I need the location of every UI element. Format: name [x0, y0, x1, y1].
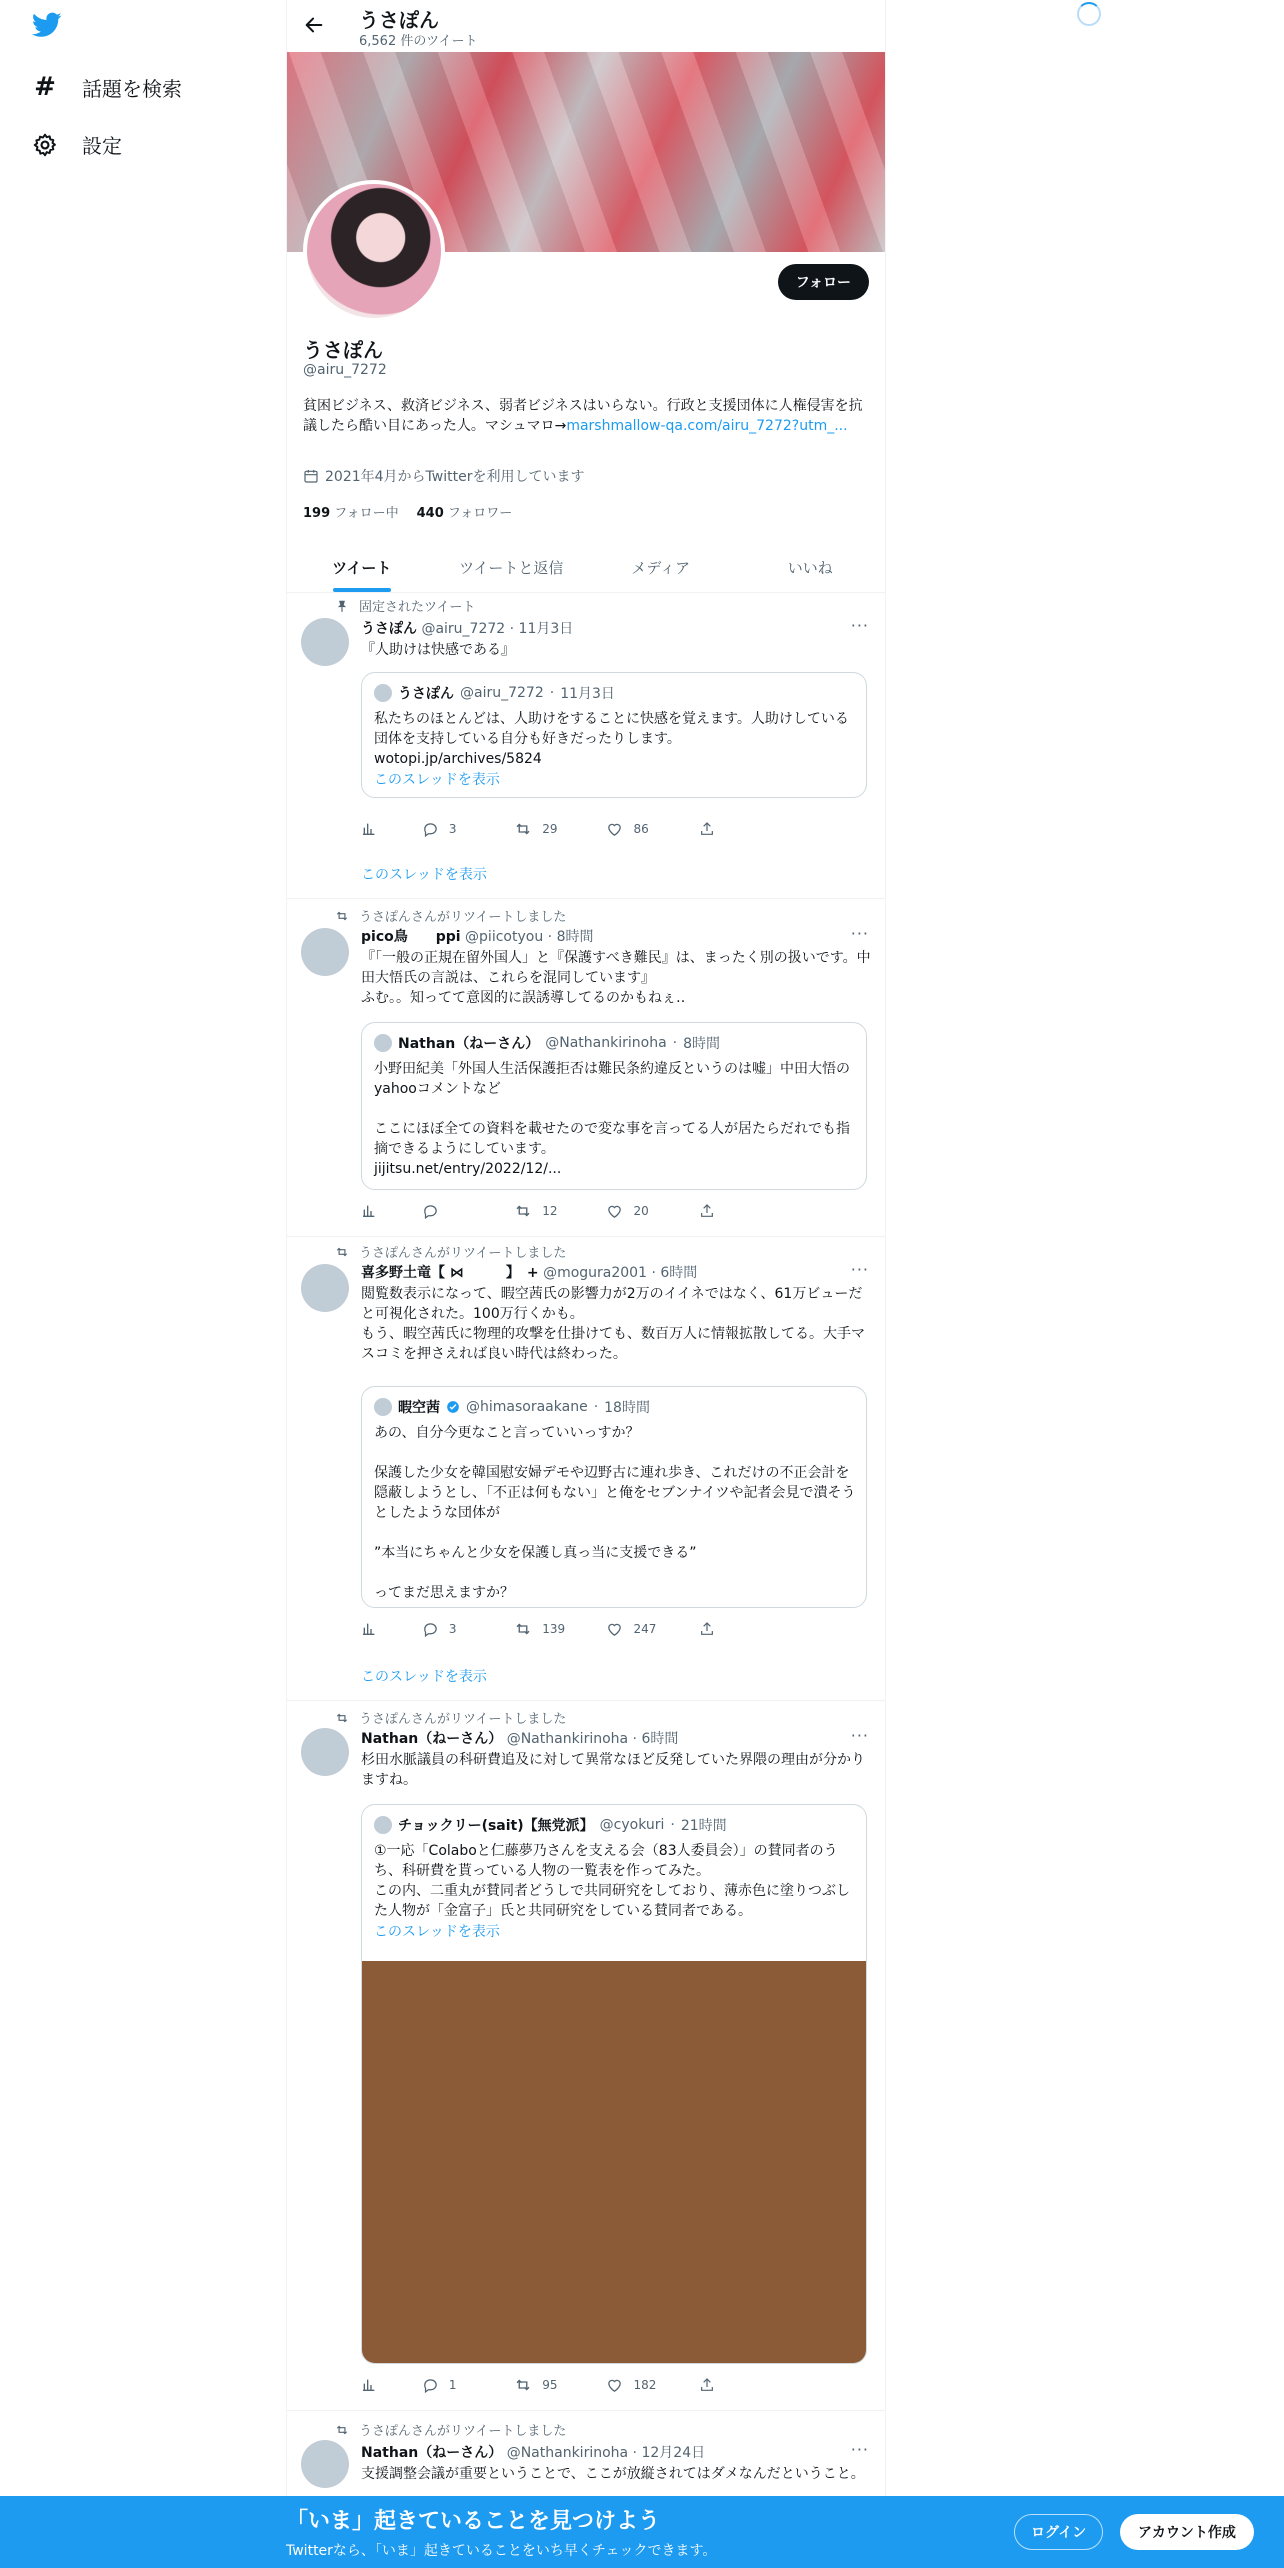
avatar[interactable] — [301, 2440, 349, 2488]
more-icon[interactable]: ··· — [850, 2440, 869, 2459]
tweet-actions — [361, 1620, 791, 1638]
like-count: 182 — [633, 2378, 657, 2392]
tweet[interactable] — [287, 1236, 885, 1701]
quote-avatar — [374, 1398, 392, 1416]
share-icon — [699, 1203, 715, 1219]
reply-icon — [422, 821, 439, 838]
author-handle[interactable]: @mogura2001 — [543, 1265, 647, 1281]
tweet-header: Nathan（ねーさん） @Nathankirinoha · 12月24日 — [361, 2445, 706, 2461]
profile-joined — [303, 466, 584, 486]
quoted-tweet[interactable] — [361, 1804, 867, 2364]
author-name[interactable]: 喜多野土竜【 ⋈ 】 + — [361, 1265, 539, 1281]
retweet-count: 95 — [542, 2378, 558, 2392]
analytics-button[interactable] — [361, 2376, 422, 2394]
context-text: 固定されたツイート — [359, 600, 476, 615]
share-icon — [699, 821, 715, 837]
pin-icon — [335, 599, 349, 613]
share-button[interactable] — [699, 1202, 791, 1220]
author-name[interactable]: うさぽん — [361, 621, 417, 637]
retweet-icon — [335, 1245, 349, 1259]
verified-badge-icon — [446, 1400, 460, 1414]
tweet[interactable] — [287, 898, 885, 1237]
gear-icon — [32, 132, 58, 158]
like-button[interactable] — [606, 2376, 698, 2394]
profile-stats — [303, 502, 512, 521]
quoted-tweet[interactable] — [361, 1386, 867, 1608]
author-name[interactable]: Nathan（ねーさん） — [361, 1731, 503, 1747]
quote-avatar — [374, 1816, 392, 1834]
analytics-button[interactable] — [361, 1620, 422, 1638]
signup-banner-subtitle: Twitterなら、「いま」起きていることをいち早くチェックできます。 — [286, 2543, 717, 2559]
show-thread-link[interactable]: このスレッドを表示 — [361, 867, 487, 883]
quote-time: 21時間 — [680, 1818, 727, 1834]
quote-author-handle: @himasoraakane — [466, 1399, 588, 1415]
profile-tabs — [287, 542, 885, 593]
tab-tweets-replies[interactable]: ツイートと返信 — [459, 558, 564, 577]
quote-media-image[interactable] — [362, 1961, 866, 2363]
followers-link[interactable] — [417, 502, 513, 521]
share-button[interactable] — [699, 2376, 791, 2394]
share-icon — [699, 2377, 715, 2393]
joined-text: 2021年4月からTwitterを利用しています — [325, 469, 585, 485]
like-count: 86 — [633, 822, 649, 836]
tab-likes[interactable]: いいね — [787, 558, 833, 577]
avatar[interactable] — [301, 1264, 349, 1312]
heart-icon — [606, 821, 623, 838]
author-name[interactable]: pico鳥 ppi — [361, 929, 461, 945]
quote-author-name: うさぽん — [398, 686, 454, 702]
quote-time: 8時間 — [683, 1036, 721, 1052]
quote-author-name: Nathan（ねーさん） — [398, 1036, 540, 1052]
quote-show-thread[interactable]: このスレッドを表示 — [374, 1924, 500, 1940]
retweet-context — [335, 2420, 566, 2439]
avatar[interactable] — [301, 618, 349, 666]
tweet-time[interactable]: 11月3日 — [518, 621, 574, 637]
page-title: うさぽん — [359, 8, 439, 32]
follow-button[interactable]: フォロー — [778, 264, 869, 300]
tweet-text: 『人助けは快感である』 — [361, 642, 515, 658]
retweet-icon — [514, 2376, 532, 2394]
quote-header: うさぽん @airu_7272 · 11月3日 — [374, 683, 615, 703]
heart-icon — [606, 1203, 623, 1220]
tab-tweets[interactable]: ツイート — [287, 542, 437, 592]
twitter-logo-icon[interactable] — [32, 12, 62, 38]
quote-author-handle: @Nathankirinoha — [545, 1035, 667, 1051]
reply-count: 3 — [448, 822, 457, 836]
author-handle[interactable]: @piicotyou — [465, 929, 544, 945]
more-icon[interactable]: ··· — [850, 1260, 869, 1279]
tweet-actions — [361, 1202, 791, 1220]
sidebar-item-explore[interactable] — [32, 72, 182, 102]
author-handle[interactable]: @Nathankirinoha — [506, 2445, 629, 2461]
context-text: うさぽんさんがリツイートしました — [359, 1246, 567, 1261]
author-handle[interactable]: @airu_7272 — [421, 621, 506, 637]
retweet-icon — [335, 1711, 349, 1725]
tweet-time[interactable]: 8時間 — [556, 929, 594, 945]
analytics-icon — [361, 2377, 377, 2393]
retweet-context — [335, 1708, 566, 1727]
like-count: 247 — [633, 1622, 657, 1636]
share-button[interactable] — [699, 820, 791, 838]
loading-spinner-icon — [1077, 2, 1101, 26]
tab-media[interactable]: メディア — [631, 558, 691, 577]
retweet-button[interactable] — [514, 1202, 606, 1220]
profile-bio — [303, 396, 863, 436]
quote-author-name: チョックリー(sait)【無党派】 — [398, 1818, 594, 1834]
signup-button[interactable]: アカウント作成 — [1120, 2514, 1254, 2550]
like-button[interactable] — [606, 820, 698, 838]
tweet-time[interactable]: 6時間 — [641, 1731, 679, 1747]
reply-count: 3 — [448, 1622, 457, 1636]
retweet-icon — [514, 1202, 532, 1220]
quote-time: 18時間 — [604, 1400, 650, 1416]
like-button[interactable] — [606, 1202, 698, 1220]
quote-avatar — [374, 1034, 392, 1052]
reply-button[interactable] — [422, 820, 514, 838]
retweet-count: 29 — [542, 822, 558, 836]
author-name[interactable]: Nathan（ねーさん） — [361, 2445, 503, 2461]
followers-count: 440 — [416, 506, 444, 521]
hashtag-icon: # — [34, 72, 56, 102]
retweet-count: 139 — [542, 1622, 566, 1636]
retweet-context — [335, 906, 566, 925]
more-icon[interactable]: ··· — [850, 924, 869, 943]
analytics-button[interactable] — [361, 820, 422, 838]
tweet-actions — [361, 820, 791, 838]
quote-text: 私たちのほとんどは、人助けをすることに快感を覚えます。人助けしている団体を支持している自分も好きだったりします。 wotopi.jp/archives/5824 — [374, 711, 849, 767]
tweet-text: 杉田水脈議員の科研費追及に対して異常なほど反発していた界隈の理由が分かりますね。 — [361, 1752, 865, 1788]
calendar-icon — [303, 468, 319, 484]
reply-count: 1 — [448, 2378, 457, 2392]
profile-column — [286, 0, 886, 2568]
analytics-icon — [361, 1621, 377, 1637]
retweet-context — [335, 1242, 566, 1261]
analytics-icon — [361, 1203, 377, 1219]
retweet-icon — [335, 909, 349, 923]
reply-icon — [422, 2377, 439, 2394]
quote-header: Nathan（ねーさん） @Nathankirinoha · 8時間 — [374, 1033, 720, 1053]
tweet-text: 支援調整会議が重要ということで、ここが放縦されてはダメなんだということ。 — [361, 2466, 865, 2482]
quote-author-handle: @airu_7272 — [460, 685, 544, 701]
signup-banner — [0, 2496, 1284, 2568]
back-arrow-icon[interactable] — [303, 14, 325, 36]
tweet-header: Nathan（ねーさん） @Nathankirinoha · 6時間 — [361, 1731, 679, 1747]
share-button[interactable] — [699, 1620, 791, 1638]
following-count: 199 — [303, 506, 331, 521]
quote-time: 11月3日 — [560, 686, 615, 702]
quote-avatar — [374, 684, 392, 702]
quoted-tweet[interactable] — [361, 672, 867, 798]
bio-link[interactable]: marshmallow-qa.com/airu_7272?utm_... — [566, 418, 848, 434]
reply-button[interactable] — [422, 2376, 514, 2394]
quote-author-name: 暇空茜 — [398, 1400, 440, 1416]
tweet[interactable] — [287, 2410, 885, 2500]
retweet-count: 12 — [542, 1204, 558, 1218]
tweet-text: 閲覧数表示になって、暇空茜氏の影響力が2万のイイネではなく、61万ビューだと可視化された。100万行くかも。 もう、暇空茜氏に物理的攻撃を仕掛けても、数百万人に情報拡散してる。大手マスコミを押さえれば良い時代は終わった。 — [361, 1286, 865, 1362]
quote-author-handle: @cyokuri — [599, 1817, 665, 1833]
quote-text: ①一応「Colaboと仁藤夢乃さんを支える会（83人委員会）」の賛同者のうち、科研費を貰っている人物の一覧表を作ってみた。 この内、二重丸が賛同者どうしで共同研究をしており、薄赤色に塗りつぶした人物が「金富子」氏と共同研究をしている賛同者である。 — [374, 1843, 850, 1919]
retweet-button[interactable] — [514, 820, 606, 838]
retweet-icon — [514, 820, 532, 838]
context-text: うさぽんさんがリツイートしました — [359, 2424, 567, 2439]
profile-avatar[interactable] — [303, 180, 445, 322]
signup-banner-title: 「いま」起きていることを見つけよう — [286, 2509, 661, 2534]
bio-text: 貧困ビジネス、救済ビジネス、弱者ビジネスはいらない。行政と支援団体に人権侵害を抗議したら酷い目にあった人。マシュマロ→ — [303, 398, 863, 434]
heart-icon — [606, 1621, 623, 1638]
profile-name: うさぽん — [303, 338, 383, 362]
quote-text: 小野田紀美「外国人生活保護拒否は難民条約違反というのは嘘」中田大悟のyahooコメントなど ここにほぼ全ての資料を載せたので変な事を言ってる人が居たらだれでも指摘できるようにしています。 jijitsu.net/entry/2022/12/... — [374, 1061, 850, 1177]
login-button[interactable]: ログイン — [1014, 2514, 1103, 2550]
profile-header-bar — [287, 0, 885, 52]
tweet[interactable] — [287, 1700, 885, 2411]
quote-header: 暇空茜 @himasoraakane · 18時間 — [374, 1397, 650, 1417]
tweet-text: 『「一般の正規在留外国人」と『保護すべき難民』は、まったく別の扱いです。中田大悟氏の言説は、これらを混同しています』 ふむ。。知ってて意図的に誤誘導してるのかもねぇ‥ — [361, 950, 871, 1006]
quote-header: チョックリー(sait)【無党派】 @cyokuri · 21時間 — [374, 1815, 727, 1835]
tweet-header: 喜多野土竜【 ⋈ 】 + @mogura2001 · 6時間 — [361, 1265, 698, 1281]
avatar[interactable] — [301, 1728, 349, 1776]
sidebar-item-label: 設定 — [82, 134, 122, 158]
heart-icon — [606, 2377, 623, 2394]
tweet-count: 6,562 件のツイート — [359, 34, 478, 49]
tweet-time[interactable]: 12月24日 — [641, 2445, 706, 2461]
retweet-icon — [335, 2423, 349, 2437]
more-icon[interactable]: ··· — [850, 616, 869, 635]
quote-show-thread[interactable]: このスレッドを表示 — [374, 772, 500, 788]
sidebar-item-label: 話題を検索 — [82, 76, 182, 101]
pinned-context — [335, 596, 475, 615]
like-count: 20 — [633, 1204, 649, 1218]
followers-label: フォロワー — [447, 506, 513, 521]
sidebar-item-settings[interactable] — [32, 130, 122, 159]
retweet-icon — [514, 1620, 532, 1638]
reply-button[interactable] — [422, 1202, 514, 1220]
reply-icon — [422, 1621, 439, 1638]
following-link[interactable] — [303, 502, 399, 521]
author-handle[interactable]: @Nathankirinoha — [506, 1731, 629, 1747]
context-text: うさぽんさんがリツイートしました — [359, 1712, 567, 1727]
share-icon — [699, 1621, 715, 1637]
avatar[interactable] — [301, 928, 349, 976]
reply-icon — [422, 1203, 439, 1220]
context-text: うさぽんさんがリツイートしました — [359, 910, 567, 925]
quote-text: あの、自分今更なこと言っていいっすか？ 保護した少女を韓国慰安婦デモや辺野古に連れ歩き、これだけの不正会計を隠蔽しようとし、「不正は何もない」と俺をセブンナイツや記者会見で潰そうとしたような団体が ”本当にちゃんと少女を保護し真っ当に支援できる” ってまだ思えますか？ — [374, 1425, 856, 1601]
analytics-icon — [361, 821, 377, 837]
analytics-button[interactable] — [361, 1202, 422, 1220]
tweet-time[interactable]: 6時間 — [660, 1265, 698, 1281]
tweet-header: うさぽん @airu_7272 · 11月3日 — [361, 621, 574, 637]
like-button[interactable] — [606, 1620, 698, 1638]
quoted-tweet[interactable] — [361, 1022, 867, 1190]
show-thread-link[interactable]: このスレッドを表示 — [361, 1669, 487, 1685]
tweet-header: pico鳥 ppi @piicotyou · 8時間 — [361, 929, 594, 945]
retweet-button[interactable] — [514, 2376, 606, 2394]
profile-handle: @airu_7272 — [303, 362, 387, 378]
tweet[interactable] — [287, 592, 885, 899]
tweet-actions — [361, 2376, 791, 2394]
following-label: フォロー中 — [334, 506, 399, 521]
retweet-button[interactable] — [514, 1620, 606, 1638]
reply-button[interactable] — [422, 1620, 514, 1638]
more-icon[interactable]: ··· — [850, 1726, 869, 1745]
